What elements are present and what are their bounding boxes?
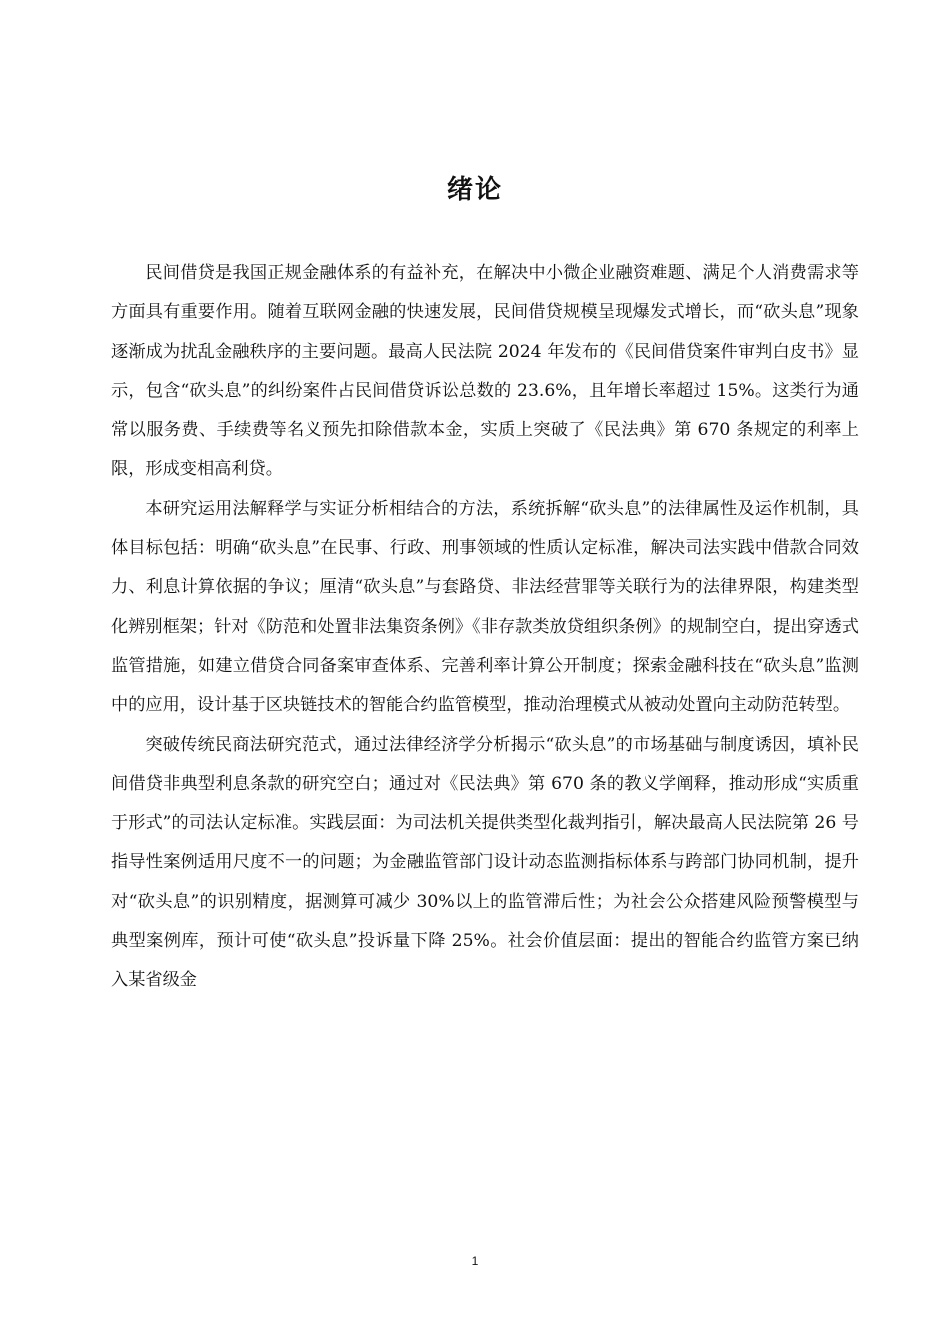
document-body bbox=[111, 254, 859, 1001]
paragraph-3: 突破传统民商法研究范式，通过法律经济学分析揭示“砍头息”的市场基础与制度诱因，填补民间借贷非典型利息条款的研究空白；通过对《民法典》第 670 条的教义学阐释，推动形成“实质重于形式”的司法认定标准。实践层面：为司法机关提供类型化裁判指引，解决最高人民法院第 26 号指导性案例适用尺度不一的问题；为金融监管部门设计动态监测指标体系与跨部门协同机制，提升对“砍头息”的识别精度，据测算可减少 30%以上的监管滞后性；为社会公众搭建风险预警模型与典型案例库，预计可使“砍头息”投诉量下降 25%。社会价值层面：提出的智能合约监管方案已纳入某省级金 bbox=[111, 734, 859, 991]
page-number: 1 bbox=[471, 1254, 479, 1268]
paragraph-1: 民间借贷是我国正规金融体系的有益补充，在解决中小微企业融资难题、满足个人消费需求等方面具有重要作用。随着互联网金融的快速发展，民间借贷规模呈现爆发式增长，而“砍头息”现象逐渐成为扰乱金融秩序的主要问题。最高人民法院 2024 年发布的《民间借贷案件审判白皮书》显示，包含“砍头息”的纠纷案件占民间借贷诉讼总数的 23.6%，且年增长率超过 15%。这类行为通常以服务费、手续费等名义预先扣除借款本金，实质上突破了《民法典》第 670 条规定的利率上限，形成变相高利贷。 bbox=[111, 263, 859, 480]
page-title: 绪论 bbox=[446, 175, 503, 205]
paragraph-2: 本研究运用法解释学与实证分析相结合的方法，系统拆解“砍头息”的法律属性及运作机制，具体目标包括：明确“砍头息”在民事、行政、刑事领域的性质认定标准，解决司法实践中借款合同效力、利息计算依据的争议；厘清“砍头息”与套路贷、非法经营罪等关联行为的法律界限，构建类型化辨别框架；针对《防范和处置非法集资条例》《非存款类放贷组织条例》的规制空白，提出穿透式监管措施，如建立借贷合同备案审查体系、完善利率计算公开制度；探索金融科技在“砍头息”监测中的应用，设计基于区块链技术的智能合约监管模型，推动治理模式从被动处置向主动防范转型。 bbox=[111, 498, 859, 716]
